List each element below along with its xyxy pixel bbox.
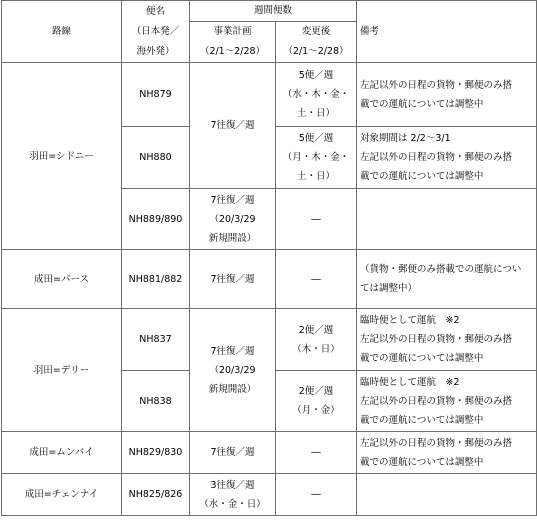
after-line: （月・木・金・ <box>282 152 350 163</box>
plan-line: 新規開設） <box>208 383 257 395</box>
plan-cell <box>190 309 276 432</box>
after-cell: ― <box>276 250 357 309</box>
plan-cell <box>190 474 276 516</box>
remarks-cell <box>357 432 537 474</box>
plan-cell <box>190 189 276 250</box>
remarks-cell-empty <box>357 189 537 250</box>
after-line: 土・日） <box>297 108 336 119</box>
remarks-cell <box>357 63 537 127</box>
route-cell: 成田=ムンバイ <box>2 432 122 474</box>
remarks-cell <box>357 309 537 371</box>
after-cell: ― <box>276 432 357 474</box>
remark-line: 左記以外の日程の貨物・郵便のみ搭 <box>360 79 513 91</box>
plan-cell: 7往復／週 <box>190 432 276 474</box>
after-cell <box>276 63 357 127</box>
route-cell: 成田=チェンナイ <box>2 474 122 516</box>
after-line: 土・日） <box>297 171 336 182</box>
flight-header-line: （日本発／ <box>131 25 180 37</box>
remark-line: 左記以外の日程の貨物・郵便のみ搭 <box>360 437 513 449</box>
remark-line: 左記以外の日程の貨物・郵便のみ搭 <box>360 334 513 345</box>
weekly-header: 週間便数 <box>190 1 357 22</box>
route-cell: 成田=パース <box>2 250 122 309</box>
plan-line: （20/3/29 <box>209 213 256 225</box>
after-cell <box>276 371 357 432</box>
plan-line: （20/3/29 <box>209 364 256 376</box>
after-line: （木・日） <box>292 343 340 355</box>
remark-line: （貨物・郵便のみ搭載での運航につい <box>360 264 522 275</box>
flight-cell: NH889/890 <box>122 189 190 250</box>
after-line: 2便／週 <box>298 324 334 336</box>
route-cell: 羽田=シドニー <box>2 63 122 250</box>
flight-cell: NH881/882 <box>122 250 190 309</box>
flight-cell: NH880 <box>122 127 190 189</box>
after-header <box>276 22 357 63</box>
plan-line: （水・金・日） <box>199 498 266 510</box>
after-line: （水・木・金・ <box>282 89 350 100</box>
remark-line: 載での運航については調整中 <box>360 353 484 364</box>
after-line: （月・金） <box>292 405 340 416</box>
route-header: 路線 <box>2 1 122 63</box>
flight-header-line: 便名 <box>145 5 165 17</box>
remark-line: 臨時便として運航 ※2 <box>360 315 460 326</box>
after-cell: ― <box>276 189 357 250</box>
flight-header-line: 海外発） <box>136 45 175 57</box>
remarks-cell <box>357 250 537 309</box>
flight-header <box>122 1 190 63</box>
remarks-cell-empty <box>357 474 537 516</box>
remark-line: 載での運航については調整中 <box>360 98 484 110</box>
remark-line: 載での運航については調整中 <box>360 414 484 426</box>
remark-line: 対象期間は 2/2～3/1 <box>360 133 451 144</box>
plan-line: 7往復／週 <box>210 194 255 206</box>
route-cell: 羽田=デリー <box>2 309 122 432</box>
after-line: 5便／週 <box>298 133 334 144</box>
remark-line: 臨時便として運航 ※2 <box>360 376 460 388</box>
remark-line: 左記以外の日程の貨物・郵便のみ搭 <box>360 152 513 163</box>
after-header-line: （2/1～2/28） <box>283 46 349 57</box>
plan-cell: 7往復／週 <box>190 250 276 309</box>
flight-schedule-table <box>1 0 537 516</box>
remark-line: 左記以外の日程の貨物・郵便のみ搭 <box>360 395 513 407</box>
remark-line: 載での運航については調整中 <box>360 171 484 182</box>
after-cell <box>276 127 357 189</box>
plan-header-line: （2/1～2/28） <box>199 46 266 57</box>
after-cell: ― <box>276 474 357 516</box>
after-header-line: 変更後 <box>301 26 331 37</box>
flight-cell: NH829/830 <box>122 432 190 474</box>
plan-header-line: 事業計画 <box>213 26 252 37</box>
flight-cell: NH879 <box>122 63 190 127</box>
after-cell <box>276 309 357 371</box>
remark-line: ては調整中） <box>360 283 418 294</box>
remarks-header: 備考 <box>357 1 537 63</box>
after-line: 2便／週 <box>298 386 334 397</box>
plan-line: 7往復／週 <box>210 345 255 357</box>
plan-cell: 7往復／週 <box>190 63 276 189</box>
plan-line: 3往復／週 <box>210 479 255 491</box>
after-line: 5便／週 <box>298 70 334 81</box>
plan-header <box>190 22 276 63</box>
remarks-cell <box>357 127 537 189</box>
remarks-cell <box>357 371 537 432</box>
remark-line: 載での運航については調整中 <box>360 456 484 468</box>
flight-cell: NH838 <box>122 371 190 432</box>
flight-cell: NH837 <box>122 309 190 371</box>
plan-line: 新規開設） <box>208 232 257 244</box>
flight-cell: NH825/826 <box>122 474 190 516</box>
